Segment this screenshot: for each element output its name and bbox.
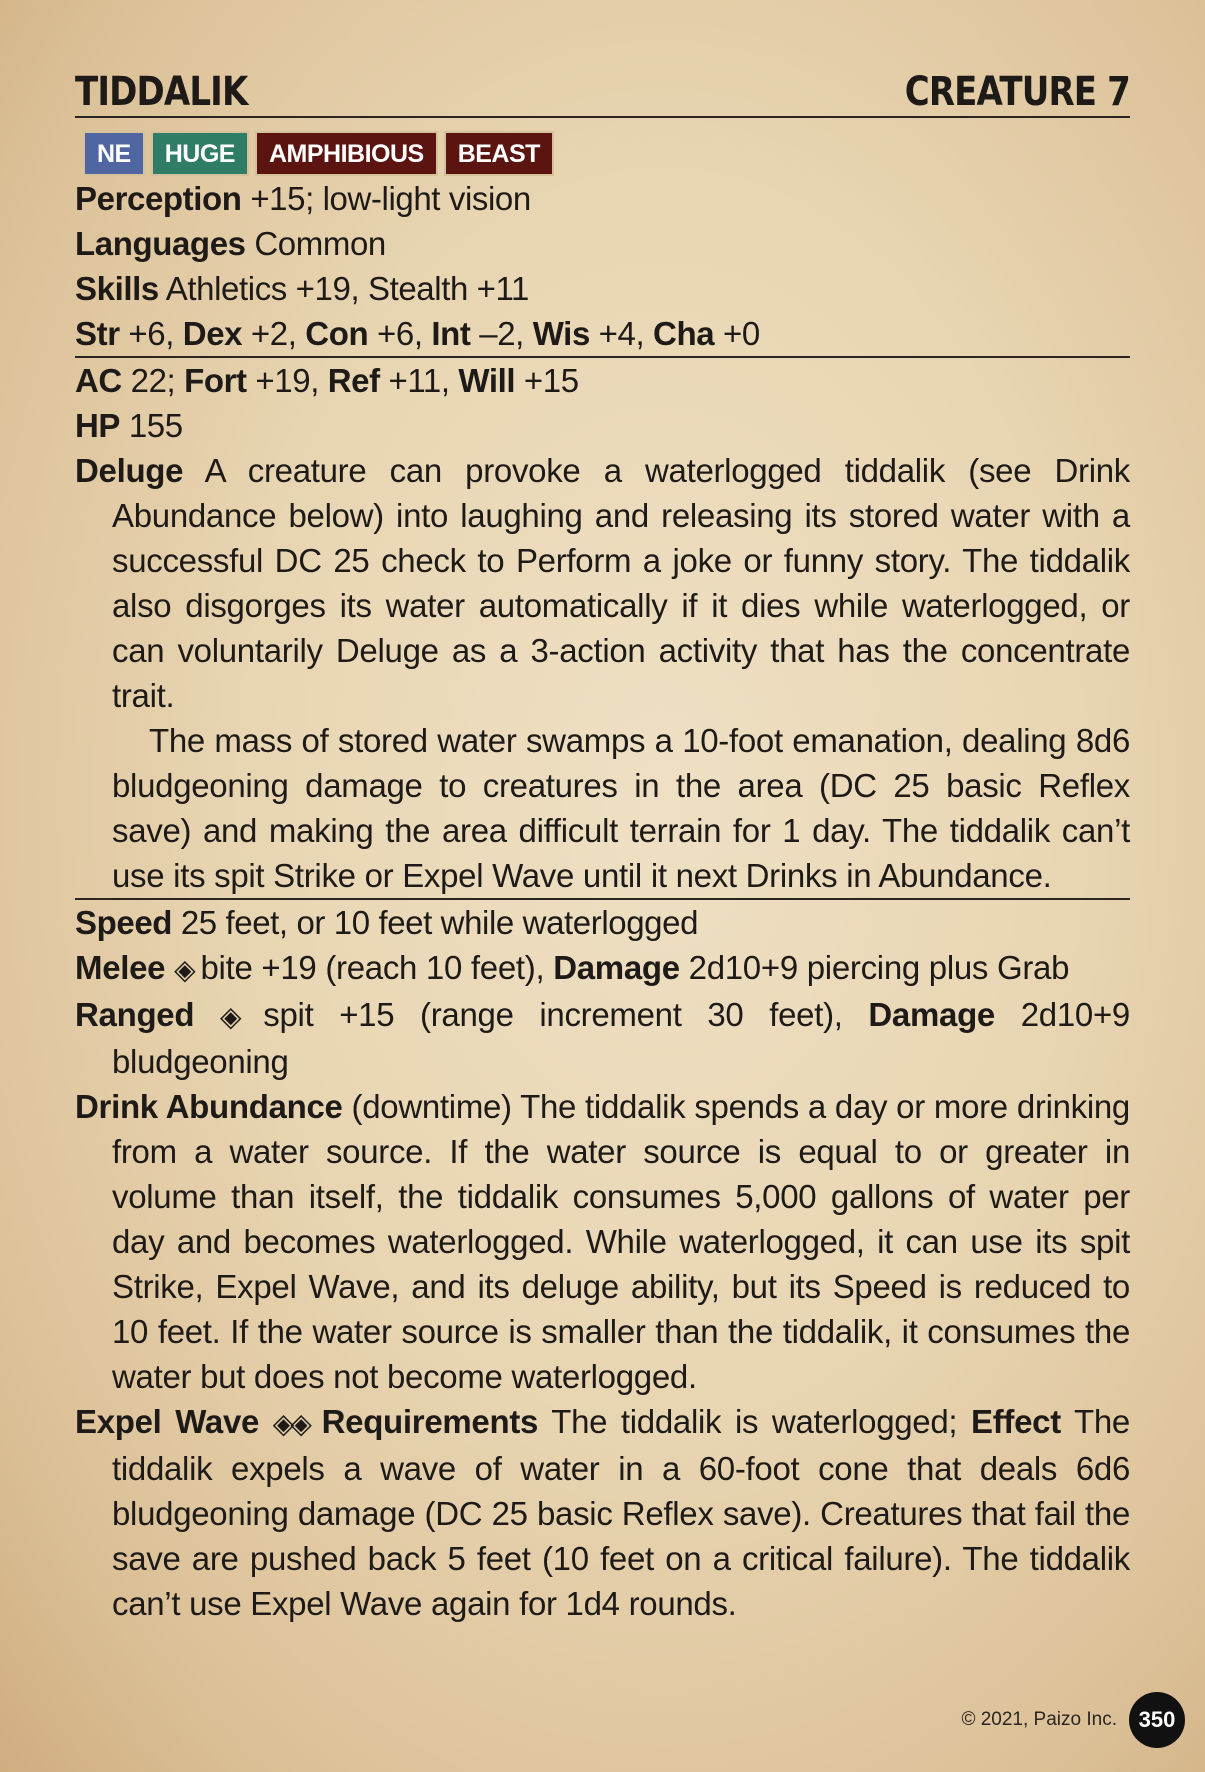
page-number: 350 xyxy=(1129,1692,1185,1748)
deluge-ability xyxy=(75,448,1130,718)
hp-value: 155 xyxy=(120,407,183,444)
languages-line xyxy=(75,221,1130,266)
deluge-label: Deluge xyxy=(75,452,184,489)
ranged-text: spit +15 (range increment 30 feet), xyxy=(237,996,869,1033)
skills-label: Skills xyxy=(75,270,159,307)
stat-block xyxy=(75,70,1130,1626)
cha-value: +0 xyxy=(714,315,760,352)
ac-value: 22; xyxy=(121,362,185,399)
speed-value: 25 feet, or 10 feet while waterlogged xyxy=(172,904,699,941)
single-action-icon: ◈ xyxy=(219,1000,238,1033)
trait-list xyxy=(83,131,1130,176)
trait-beast: BEAST xyxy=(444,131,554,176)
single-action-icon: ◈ xyxy=(174,953,192,986)
stat-header xyxy=(75,70,1130,118)
languages-value: Common xyxy=(245,225,386,262)
melee-strike xyxy=(75,945,1130,992)
creature-level: CREATURE 7 xyxy=(904,69,1130,115)
will-label: Will xyxy=(458,362,516,399)
copyright: © 2021, Paizo Inc. xyxy=(961,1709,1117,1730)
melee-label: Melee xyxy=(75,949,166,986)
cha-label: Cha xyxy=(653,315,715,352)
ranged-strike xyxy=(75,992,1130,1084)
deluge-ability-continued xyxy=(75,718,1130,900)
trait-alignment: NE xyxy=(83,131,145,176)
languages-label: Languages xyxy=(75,225,246,262)
ability-scores-line xyxy=(75,311,1130,358)
str-value: +6, xyxy=(119,315,183,352)
page-footer xyxy=(961,1692,1185,1748)
perception-value: +15; low-light vision xyxy=(241,180,531,217)
melee-damage: 2d10+9 piercing plus Grab xyxy=(679,949,1070,986)
expel-wave-label: Expel Wave xyxy=(75,1403,260,1440)
hp-label: HP xyxy=(75,407,121,444)
melee-text: bite +19 (reach 10 feet), xyxy=(191,949,554,986)
speed-line xyxy=(75,900,1130,945)
perception-label: Perception xyxy=(75,180,242,217)
ref-value: +11, xyxy=(379,362,459,399)
wis-value: +4, xyxy=(589,315,654,352)
trait-amphibious: AMPHIBIOUS xyxy=(255,131,438,176)
dex-value: +2, xyxy=(242,315,306,352)
int-label: Int xyxy=(431,315,471,352)
drink-abundance-label: Drink Abundance xyxy=(75,1088,343,1125)
two-action-icon: ◈◈ xyxy=(272,1407,308,1440)
ranged-label: Ranged xyxy=(75,996,195,1033)
skills-line xyxy=(75,266,1130,311)
effect-label: Effect xyxy=(971,1403,1061,1440)
deluge-text-2: The mass of stored water swamps a 10-foot emanation, dealing 8d6 bludgeoning damage to creatures in the area (DC 25 basic Reflex save) and making the area difficult terrain for 1 day. The tiddalik can’t use its spit Strike or Expel Wave until it next Drinks in Abundance. xyxy=(112,722,1130,894)
ac-label: AC xyxy=(75,362,122,399)
int-value: –2, xyxy=(470,315,533,352)
drink-abundance-ability xyxy=(75,1084,1130,1399)
hp-line xyxy=(75,403,1130,448)
str-label: Str xyxy=(75,315,120,352)
dex-label: Dex xyxy=(182,315,243,352)
fort-value: +19, xyxy=(246,362,328,399)
effect-text: The tiddalik expels a wave of water in a 60-foot cone that deals 6d6 bludgeoning damage (DC 25 basic Reflex save). Creatures that fail the save are pushed back 5 feet (10 feet on a critical failure). The tiddalik can’t use Expel Wave again for 1d4 rounds. xyxy=(112,1403,1130,1622)
defense-line xyxy=(75,358,1130,403)
deluge-text: A creature can provoke a waterlogged tiddalik (see Drink Abundance below) into laughing and releasing its stored water with a successful DC 25 check to Perform a joke or funny story. The tiddalik also disgorges its water automatically if it dies while waterlogged, or can voluntarily Deluge as a 3-action activity that has the concentrate trait. xyxy=(112,452,1130,714)
will-value: +15 xyxy=(515,362,579,399)
skills-value: Athletics +19, Stealth +11 xyxy=(158,270,530,307)
expel-wave-ability xyxy=(75,1399,1130,1626)
con-value: +6, xyxy=(368,315,432,352)
melee-damage-label: Damage xyxy=(553,949,680,986)
creature-name: TIDDALIK xyxy=(75,69,248,115)
ranged-damage: 2d10+9 bludgeoning xyxy=(112,996,1130,1080)
trait-size: HUGE xyxy=(151,131,249,176)
wis-label: Wis xyxy=(532,315,590,352)
ref-label: Ref xyxy=(327,362,380,399)
requirements-text: The tiddalik is waterlogged; xyxy=(538,1403,971,1440)
perception-line xyxy=(75,176,1130,221)
requirements-label: Requirements xyxy=(321,1403,539,1440)
speed-label: Speed xyxy=(75,904,173,941)
fort-label: Fort xyxy=(184,362,247,399)
ranged-damage-label: Damage xyxy=(868,996,995,1033)
drink-abundance-text: (downtime) The tiddalik spends a day or more drinking from a water source. If the water source is equal to or greater in volume than itself, the tiddalik consumes 5,000 gallons of water per day and becomes waterlogged. While waterlogged, it can use its spit Strike, Expel Wave, and its deluge ability, but its Speed is reduced to 10 feet. If the water source is smaller than the tiddalik, it consumes the water but does not become waterlogged. xyxy=(112,1088,1130,1395)
con-label: Con xyxy=(305,315,369,352)
